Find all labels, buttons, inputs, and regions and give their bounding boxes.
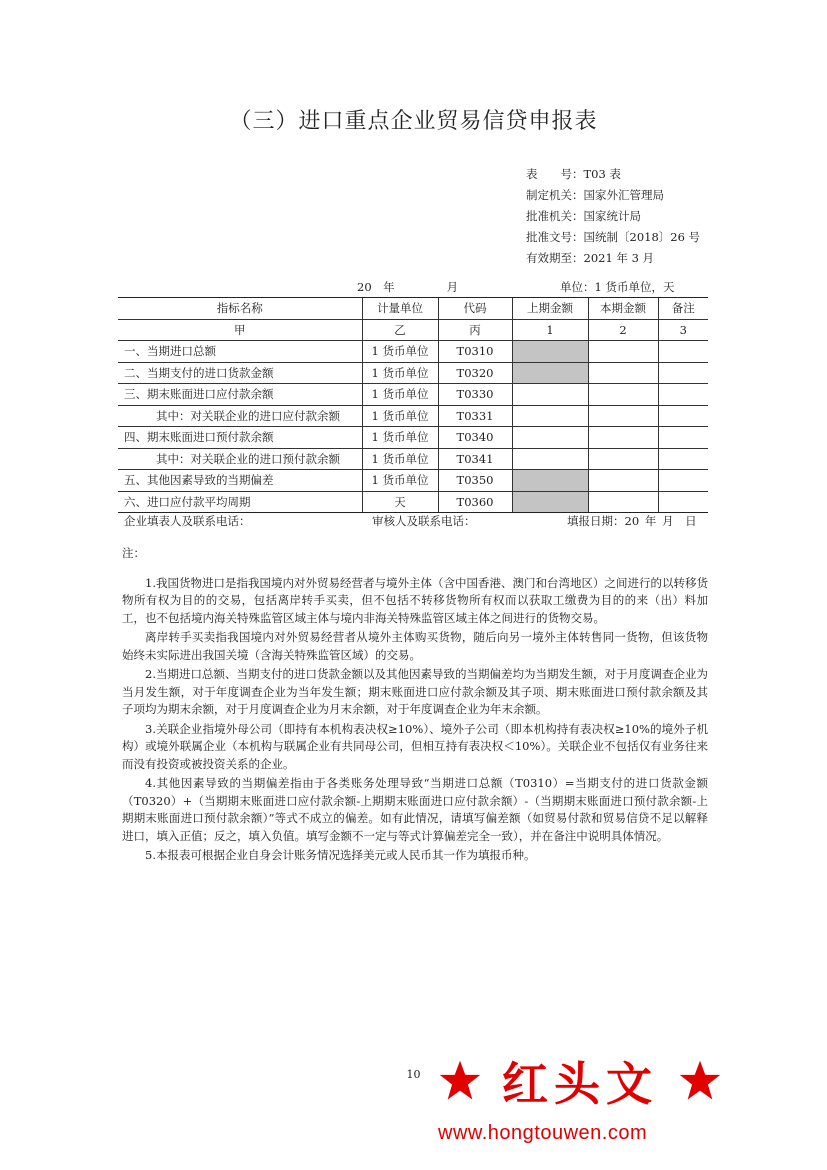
- unit-cell: 1 货币单位: [362, 470, 438, 492]
- table-row: [118, 405, 708, 427]
- meta-value: 国家统计局: [583, 209, 641, 223]
- table-row: [118, 448, 708, 470]
- meta-form-number: [526, 164, 700, 185]
- form-meta: [526, 164, 700, 269]
- unit-cell: 1 货币单位: [362, 362, 438, 384]
- prev-amount-cell: [512, 427, 588, 449]
- meta-issuer: [526, 185, 700, 206]
- header-code: 代码: [438, 298, 512, 320]
- filler-contact: 企业填表人及联系电话：: [124, 514, 251, 528]
- remark-cell: [658, 470, 708, 492]
- reviewer-contact: 审核人及联系电话：: [372, 514, 476, 528]
- star-icon: [438, 1059, 482, 1103]
- prev-amount-cell: [512, 362, 588, 384]
- meta-value: 国家外汇管理局: [583, 188, 664, 202]
- meta-value: T03 表: [583, 167, 621, 181]
- indicator-name: 一、当期进口总额: [118, 341, 362, 363]
- star-icon: [678, 1059, 722, 1103]
- notes-section: [122, 545, 708, 867]
- header-unit: 计量单位: [362, 298, 438, 320]
- remark-cell: [658, 362, 708, 384]
- unit-cell: 天: [362, 491, 438, 513]
- header-remark: 备注: [658, 298, 708, 320]
- page-number: 10: [406, 1068, 421, 1081]
- table-row: [118, 384, 708, 406]
- table-subheader-row: [118, 319, 708, 341]
- subheader-cell: 2: [588, 319, 658, 341]
- unit-note: 单位：1 货币单位，天: [560, 280, 675, 294]
- meta-value: 2021 年 3 月: [583, 251, 655, 265]
- note-paragraph: 5.本报表可根据企业自身会计账务情况选择美元或人民币其一作为填报币种。: [145, 848, 536, 862]
- table-row: [118, 362, 708, 384]
- curr-amount-cell: [588, 448, 658, 470]
- subheader-cell: 1: [512, 319, 588, 341]
- meta-label: 批准文号：: [526, 230, 584, 244]
- indicator-name: 三、期末账面进口应付款余额: [118, 384, 362, 406]
- remark-cell: [658, 491, 708, 513]
- meta-label: 批准机关：: [526, 209, 584, 223]
- unit-cell: 1 货币单位: [362, 405, 438, 427]
- meta-label: 制定机关：: [526, 188, 584, 202]
- remark-cell: [658, 384, 708, 406]
- report-period: [357, 279, 458, 295]
- prev-amount-cell: [512, 405, 588, 427]
- code-cell: T0330: [438, 384, 512, 406]
- curr-amount-cell: [588, 384, 658, 406]
- subheader-cell: 甲: [118, 319, 362, 341]
- code-cell: T0331: [438, 405, 512, 427]
- table-row: [118, 427, 708, 449]
- meta-approver: [526, 206, 700, 227]
- indicator-name: 五、其他因素导致的当期偏差: [118, 470, 362, 492]
- unit-cell: 1 货币单位: [362, 341, 438, 363]
- meta-label: 表 号：: [526, 167, 584, 181]
- remark-cell: [658, 448, 708, 470]
- header-curr-amount: 本期金额: [588, 298, 658, 320]
- table-row: [118, 491, 708, 513]
- subheader-cell: 3: [658, 319, 708, 341]
- fill-date: 填报日期：20 年 月 日: [567, 514, 697, 528]
- indicator-name: 其中：对关联企业的进口预付款余额: [118, 448, 362, 470]
- note-paragraph: 1.我国货物进口是指我国境内对外贸易经营者与境外主体（含中国香港、澳门和台湾地区）之间进行的以转移货物所有权为目的的交易，包括离岸转手买卖，但不包括不转移货物所有权而以获取工缴费为目的的来（出）料加工，也不包括境内海关特殊监管区域主体与境内非海关特殊监管区域主体之间进行的货物交易。: [122, 575, 708, 625]
- indicator-name: 六、进口应付款平均周期: [118, 491, 362, 513]
- code-cell: T0360: [438, 491, 512, 513]
- curr-amount-cell: [588, 470, 658, 492]
- curr-amount-cell: [588, 427, 658, 449]
- watermark-url: www.hongtouwen.com: [438, 1122, 648, 1144]
- watermark-banner: [438, 1048, 798, 1114]
- notes-heading: 注：: [122, 546, 145, 560]
- meta-value: 国统制〔2018〕26 号: [583, 230, 701, 244]
- table-row: [118, 470, 708, 492]
- table-header-row: [118, 298, 708, 320]
- table-row: [118, 341, 708, 363]
- note-paragraph: 2.当期进口总额、当期支付的进口货款金额以及其他因素导致的当期偏差均为当期发生额，对于月度调查企业为当月发生额，对于年度调查企业为当年发生额；期末账面进口应付款余额及其子项、期末账面进口预付款余额及其子项均为期末余额，对于月度调查企业为月末余额，对于年度调查企业为年末余额。: [122, 667, 708, 716]
- subheader-cell: 乙: [362, 319, 438, 341]
- unit-cell: 1 货币单位: [362, 384, 438, 406]
- code-cell: T0310: [438, 341, 512, 363]
- code-cell: T0340: [438, 427, 512, 449]
- prev-amount-cell: [512, 470, 588, 492]
- curr-amount-cell: [588, 491, 658, 513]
- curr-amount-cell: [588, 405, 658, 427]
- form-title: （三）进口重点企业贸易信贷申报表: [229, 109, 598, 134]
- code-cell: T0341: [438, 448, 512, 470]
- watermark: [438, 1048, 798, 1145]
- curr-amount-cell: [588, 341, 658, 363]
- meta-label: 有效期至：: [526, 251, 584, 265]
- prev-amount-cell: [512, 384, 588, 406]
- header-indicator: 指标名称: [118, 298, 362, 320]
- remark-cell: [658, 405, 708, 427]
- curr-amount-cell: [588, 362, 658, 384]
- indicator-name: 二、当期支付的进口货款金额: [118, 362, 362, 384]
- watermark-text: 红头文: [502, 1057, 658, 1111]
- note-paragraph: 离岸转手买卖指我国境内对外贸易经营者从境外主体购买货物，随后向另一境外主体转售同一货物，但该货物始终未实际进出我国关境（含海关特殊监管区域）的交易。: [122, 630, 708, 662]
- note-paragraph: 4.其他因素导致的当期偏差指由于各类账务处理导致“当期进口总额（T0310）=当期支付的进口货款金额（T0320）+（当期期末账面进口应付款余额-上期期末账面进口应付款余额）-（当期期末账面进口预付款余额-上期期末账面进口预付款余额）”等式不成立的偏差。如有此情况，请填写偏差额（如贸易付款和贸易信贷不足以解释进口，填入正值；反之，填入负值。填写金额不一定与等式计算偏差完全一致），并在备注中说明具体情况。: [122, 776, 708, 843]
- period-year: 20 年: [357, 280, 395, 294]
- meta-approval-number: [526, 227, 700, 248]
- report-table: [118, 297, 708, 513]
- remark-cell: [658, 341, 708, 363]
- header-prev-amount: 上期金额: [512, 298, 588, 320]
- meta-valid-until: [526, 248, 700, 269]
- indicator-name: 四、期末账面进口预付款余额: [118, 427, 362, 449]
- code-cell: T0350: [438, 470, 512, 492]
- subheader-cell: 丙: [438, 319, 512, 341]
- unit-cell: 1 货币单位: [362, 427, 438, 449]
- code-cell: T0320: [438, 362, 512, 384]
- prev-amount-cell: [512, 341, 588, 363]
- prev-amount-cell: [512, 448, 588, 470]
- indicator-name: 其中：对关联企业的进口应付款余额: [118, 405, 362, 427]
- unit-cell: 1 货币单位: [362, 448, 438, 470]
- period-month: 月: [446, 280, 459, 294]
- remark-cell: [658, 427, 708, 449]
- prev-amount-cell: [512, 491, 588, 513]
- note-paragraph: 3.关联企业指境外母公司（即持有本机构表决权≥10%）、境外子公司（即本机构持有表决权≥10%的境外子机构）或境外联属企业（本机构与联属企业有共同母公司，但相互持有表决权＜10%）。关联企业不包括仅有业务往来而没有投资或被投资关系的企业。: [122, 721, 708, 771]
